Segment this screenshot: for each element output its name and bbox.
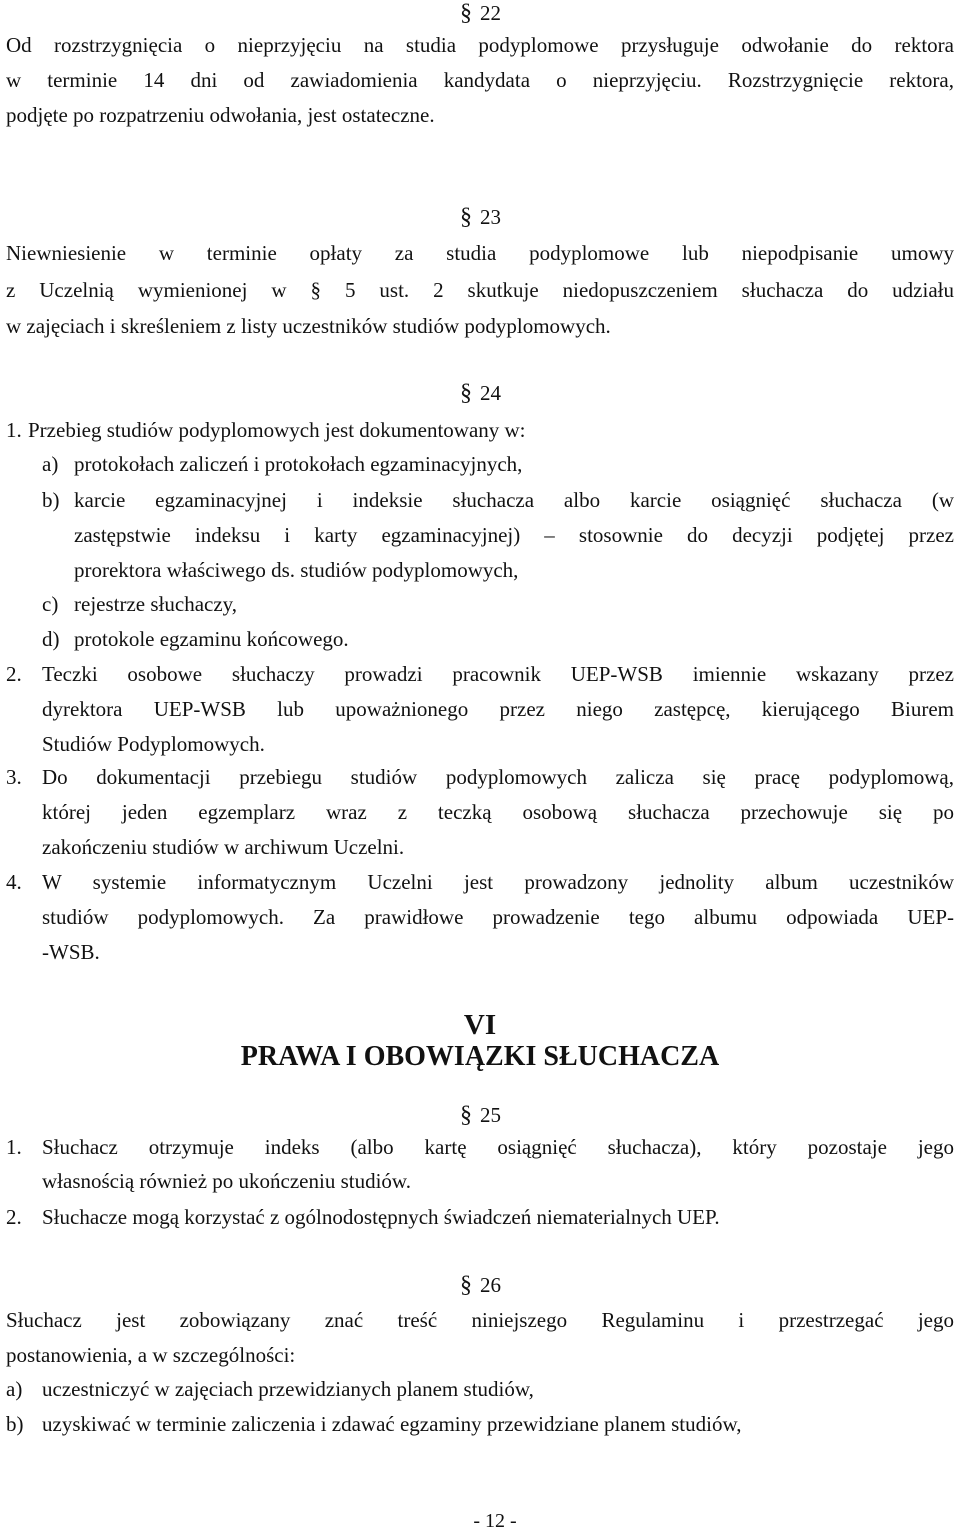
section-24-point-4: 4. W systemie informatycznym Uczelni jest prowadzony jednolity album uczestników studiów podyplomowych. Za prawidłowe prowadzenie tego albumu odpowiada UEP- -WSB. [6, 870, 954, 964]
section-23-line-3: w zajęciach i skreśleniem z listy uczestników studiów podyplomowych. [6, 314, 611, 338]
section-sign: § [460, 0, 472, 26]
section-22-line-1: Od rozstrzygnięcia o nieprzyjęciu na studia podyplomowe przysługuje odwołanie do rektora [6, 33, 954, 57]
section-24-point-2: 2. Teczki osobowe słuchaczy prowadzi pracownik UEP-WSB imiennie wskazany przez dyrektora UEP-WSB lub upoważnionego przez niego zastępcę, kierującego Biurem Studiów Podyplomowych. [6, 662, 954, 756]
section-25-point-1: 1. Słuchacz otrzymuje indeks (albo kartę osiągnięć słuchacza), który pozostaje jego własnością również po ukończeniu studiów. [6, 1135, 954, 1193]
section-25-heading: § 25 [460, 1102, 501, 1128]
section-26-line-2: postanowienia, a w szczególności: [6, 1343, 296, 1367]
section-sign: § [460, 1102, 472, 1128]
item-a: a) protokołach zaliczeń i protokołach egzaminacyjnych, [42, 452, 523, 476]
section-23-line-1: Niewniesienie w terminie opłaty za studia podyplomowe lub niepodpisanie umowy [6, 241, 954, 265]
page-number: - 12 - [473, 1510, 517, 1532]
section-sign: § [460, 1272, 472, 1298]
item-b: b) uzyskiwać w terminie zaliczenia i zdawać egzaminy przewidziane planem studiów, [6, 1412, 742, 1436]
chapter-number: VI [463, 1009, 497, 1041]
section-23-line-2: z Uczelnią wymienionej w § 5 ust. 2 skutkuje niedopuszczeniem słuchacza do udziału [6, 278, 954, 302]
section-26-heading: § 26 [460, 1272, 501, 1298]
section-sign: § [460, 380, 472, 406]
section-24-point-3: 3. Do dokumentacji przebiegu studiów podyplomowych zalicza się pracę podyplomową, której jeden egzemplarz wraz z teczką osobową słuchacza przechowuje się po zakończeniu studiów w archiwum Uczelni. [6, 765, 954, 859]
item-c: c) rejestrze słuchaczy, [42, 592, 238, 616]
section-22-heading: § 22 [460, 0, 501, 26]
section-26-line-1: Słuchacz jest zobowiązany znać treść niniejszego Regulaminu i przestrzegać jego [6, 1308, 954, 1332]
section-24-point-1: 1. Przebieg studiów podyplomowych jest dokumentowany w: [6, 418, 526, 442]
chapter-title: PRAWA I OBOWIĄZKI SŁUCHACZA [240, 1041, 720, 1072]
section-25-point-2: 2. Słuchacze mogą korzystać z ogólnodostępnych świadczeń niematerialnych UEP. [6, 1205, 720, 1229]
section-22-line-3: podjęte po rozpatrzeniu odwołania, jest ostateczne. [6, 103, 435, 127]
section-22-line-2: w terminie 14 dni od zawiadomienia kandydata o nieprzyjęciu. Rozstrzygnięcie rektora, [6, 68, 954, 92]
section-sign: § [460, 204, 472, 230]
item-a: a) uczestniczyć w zajęciach przewidzianych planem studiów, [6, 1377, 534, 1401]
section-24-heading: § 24 [460, 380, 501, 406]
item-b: b) karcie egzaminacyjnej i indeksie słuchacza albo karcie osiągnięć słuchacza (w zastępstwie indeksu i karty egzaminacyjnej) – stosownie do decyzji podjętej przez prorektora właściwego ds. studiów podyplomowych, [42, 488, 954, 582]
item-d: d) protokole egzaminu końcowego. [42, 627, 349, 651]
section-23-heading: § 23 [460, 204, 501, 230]
